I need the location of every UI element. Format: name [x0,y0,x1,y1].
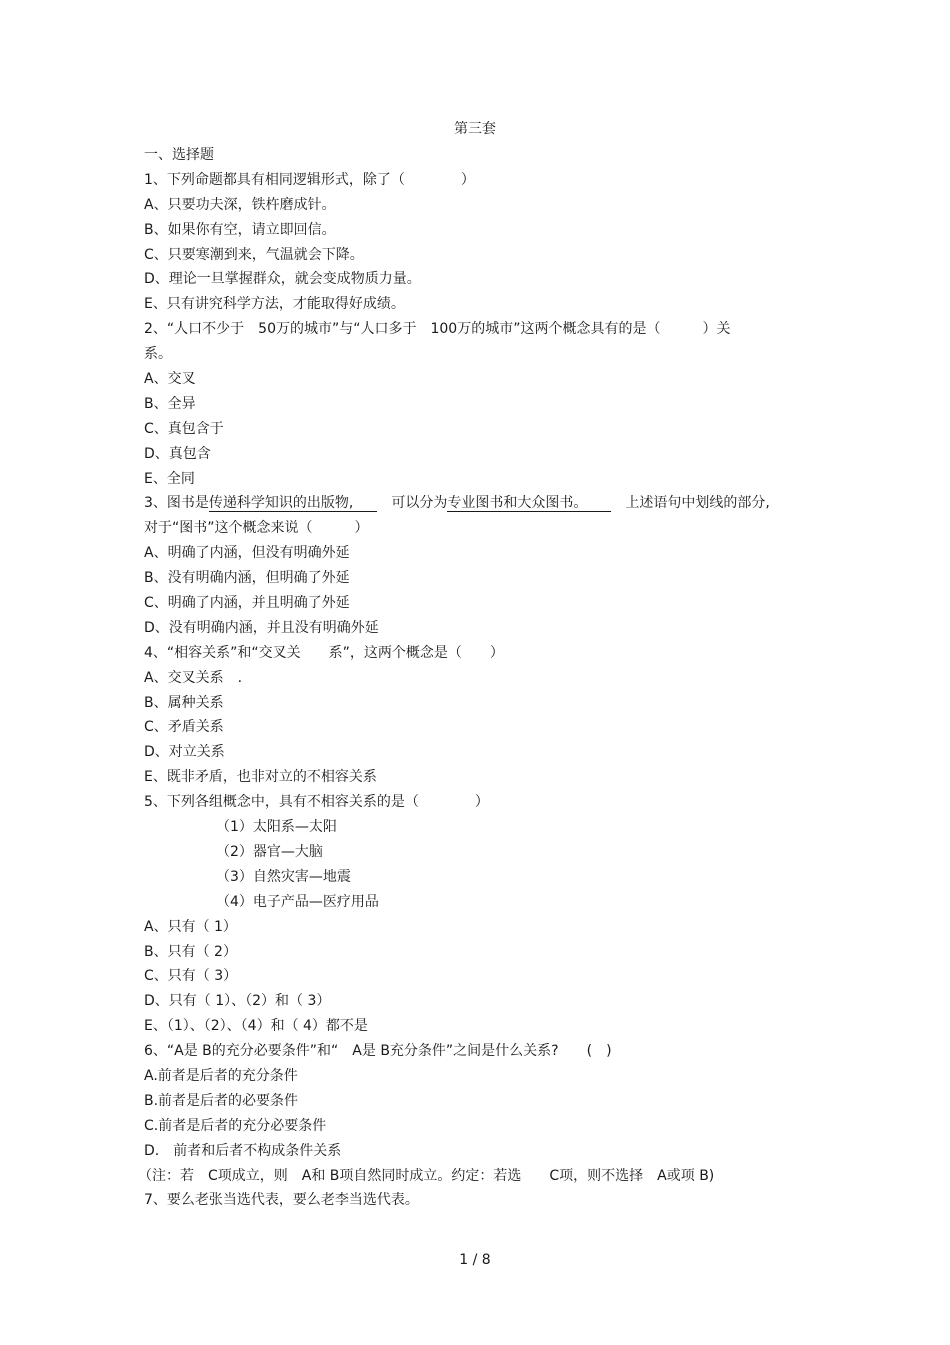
question-6-option-d: D. 前者和后者不构成条件关系 [144,1142,342,1159]
question-list [138,143,812,1213]
question-5-option-b: B、只有（ 2） [144,943,237,960]
question-3-prefix: 3、图书是 [144,495,209,512]
question-3-stem-cont: 对于“图书”这个概念来说（ ） [144,520,369,537]
question-4-option-d: D、对立关系 [144,744,225,761]
question-4-option-b: B、属种关系 [144,694,224,711]
question-2-stem: 2、“人口不少于 50万的城市”与“人口多于 100万的城市”这两个概念具有的是（ ）关 [144,321,731,338]
question-4-option-a: A、交叉关系 . [144,669,243,686]
question-2-option-c: C、真包含于 [144,420,224,437]
question-5-option-c: C、只有（ 3） [144,968,238,985]
question-5-item-3: （3）自然灾害—地震 [216,868,351,885]
question-1-stem: 1、下列命题都具有相同逻辑形式，除了（ ） [144,171,475,188]
question-6-option-a: A.前者是后者的充分条件 [144,1067,298,1084]
question-7-stem: 7、要么老张当选代表，要么老李当选代表。 [144,1192,419,1209]
section-heading: 一、选择题 [144,147,214,163]
question-3-option-b: B、没有明确内涵，但明确了外延 [144,570,350,587]
question-3-underline-definition: 传递科学知识的出版物, [209,495,377,512]
question-4-stem: 4、“相容关系”和“交叉关 系”，这两个概念是（ ） [144,644,504,661]
question-5-item-4: （4）电子产品—医疗用品 [216,893,379,910]
question-2-option-a: A、交叉 [144,371,196,388]
question-1-option-a: A、只要功夫深，铁杵磨成针。 [144,196,336,213]
question-6-option-b: B.前者是后者的必要条件 [144,1092,299,1109]
question-5-item-1: （1）太阳系—太阳 [216,819,337,836]
question-2-option-e: E、全同 [144,470,195,487]
page-number: 1 / 8 [459,1252,491,1268]
question-5-option-a: A、只有（ 1） [144,918,237,935]
question-3-underline-division: 专业图书和大众图书。 [447,495,611,512]
question-5-option-e: E、（1）、（2）、（4）和（ 4）都不是 [144,1018,368,1035]
question-1-option-c: C、只要寒潮到来，气温就会下降。 [144,246,364,263]
question-4-option-e: E、既非矛盾，也非对立的不相容关系 [144,769,377,786]
question-2-option-d: D、真包含 [144,445,211,462]
question-6-option-c: C.前者是后者的充分必要条件 [144,1117,327,1134]
question-5-item-2: （2）器官—大脑 [216,843,323,860]
question-1-option-b: B、如果你有空，请立即回信。 [144,221,336,238]
question-3-stem [144,491,812,516]
question-3-suffix: 上述语句中划线的部分, [611,495,770,512]
question-3-option-d: D、没有明确内涵，并且没有明确外延 [144,619,379,636]
question-5-option-d: D、只有（ 1）、（2）和（ 3） [144,993,331,1010]
question-3-middle: 可以分为 [377,495,448,512]
question-3-option-a: A、明确了内涵，但没有明确外延 [144,545,350,562]
question-6-stem: 6、“A是 B的充分必要条件”和“ A是 B充分条件”之间是什么关系? ( ) [144,1043,612,1060]
question-5-stem: 5、下列各组概念中，具有不相容关系的是（ ） [144,794,489,811]
question-1-option-e: E、只有讲究科学方法，才能取得好成绩。 [144,296,405,313]
question-6-note: （注：若 C项成立，则 A和 B项自然同时成立。约定：若选 C项，则不选择 A或项 B) [138,1167,715,1184]
page-title: 第三套 [454,121,496,137]
question-4-option-c: C、矛盾关系 [144,719,224,736]
question-2-option-b: B、全异 [144,395,196,412]
question-1-option-d: D、理论一旦掌握群众，就会变成物质力量。 [144,271,421,288]
question-3-option-c: C、明确了内涵，并且明确了外延 [144,595,350,612]
question-2-stem-cont: 系。 [144,346,172,363]
